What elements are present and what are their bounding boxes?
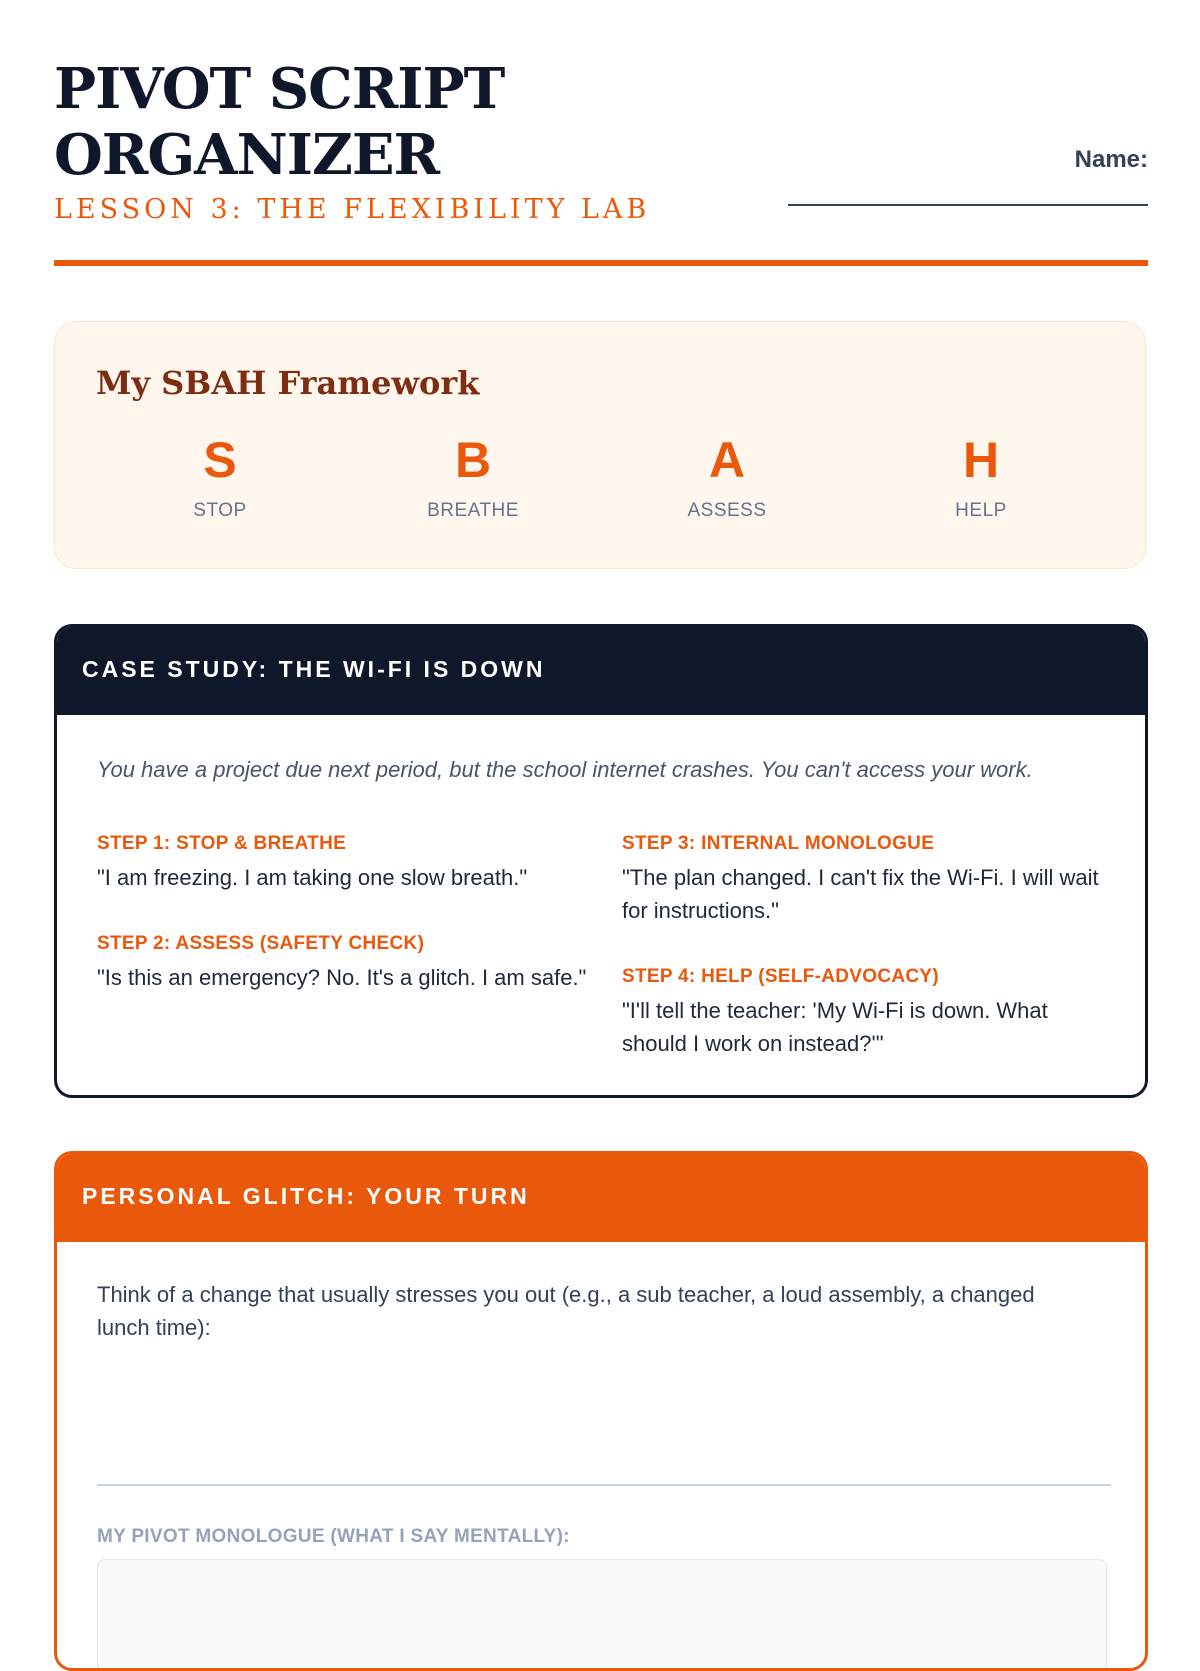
framework-word: BREATHE — [427, 500, 519, 521]
personal-glitch-heading: PERSONAL GLITCH: YOUR TURN — [57, 1154, 1145, 1242]
framework-title: My SBAH Framework — [96, 364, 480, 402]
case-study-card — [54, 624, 1148, 1098]
framework-item-breathe — [363, 432, 583, 522]
framework-item-help — [871, 432, 1091, 522]
step-text: "Is this an emergency? No. It's a glitch. I am safe." — [97, 965, 587, 990]
step-text: "I'll tell the teacher: 'My Wi-Fi is down. What should I work on instead?'" — [622, 998, 1048, 1056]
monologue-label: MY PIVOT MONOLOGUE (WHAT I SAY MENTALLY): — [97, 1526, 570, 1547]
name-input-line[interactable] — [788, 204, 1148, 206]
framework-item-assess — [617, 432, 837, 522]
step-label: STEP 4: HELP (SELF-ADVOCACY) — [622, 966, 940, 987]
case-step-4 — [622, 966, 1112, 1060]
framework-letter: A — [708, 432, 746, 488]
step-text: "The plan changed. I can't fix the Wi-Fi. I will wait for instructions." — [622, 865, 1099, 923]
sbah-framework-card — [54, 321, 1146, 569]
page-title: PIVOT SCRIPT ORGANIZER — [54, 56, 505, 188]
step-label: STEP 3: INTERNAL MONOLOGUE — [622, 833, 935, 854]
lesson-subtitle: LESSON 3: THE FLEXIBILITY LAB — [54, 194, 651, 225]
case-scenario: You have a project due next period, but the school internet crashes. You can't access your work. — [97, 757, 1033, 782]
glitch-prompt: Think of a change that usually stresses you out (e.g., a sub teacher, a loud assembly, a changed lunch time): — [97, 1282, 1035, 1340]
case-step-2 — [97, 933, 587, 994]
framework-letter: S — [203, 432, 237, 488]
framework-word: ASSESS — [687, 500, 767, 521]
worksheet-header — [54, 56, 1148, 266]
framework-word: HELP — [955, 500, 1007, 521]
framework-letter: H — [962, 432, 1000, 488]
monologue-textarea[interactable] — [97, 1559, 1107, 1671]
step-text: "I am freezing. I am taking one slow breath." — [97, 865, 528, 890]
change-answer-field[interactable] — [97, 1442, 1111, 1486]
personal-glitch-card — [54, 1151, 1148, 1671]
name-label: Name: — [1074, 146, 1148, 173]
framework-letters — [110, 432, 1150, 542]
framework-letter: B — [454, 432, 492, 488]
header-divider — [54, 260, 1148, 266]
step-label: STEP 2: ASSESS (SAFETY CHECK) — [97, 933, 425, 954]
case-step-3 — [622, 833, 1112, 927]
step-label: STEP 1: STOP & BREATHE — [97, 833, 347, 854]
framework-word: STOP — [193, 500, 247, 521]
case-study-heading: CASE STUDY: THE WI-FI IS DOWN — [57, 627, 1145, 715]
framework-item-stop — [110, 432, 330, 522]
case-step-1 — [97, 833, 587, 894]
